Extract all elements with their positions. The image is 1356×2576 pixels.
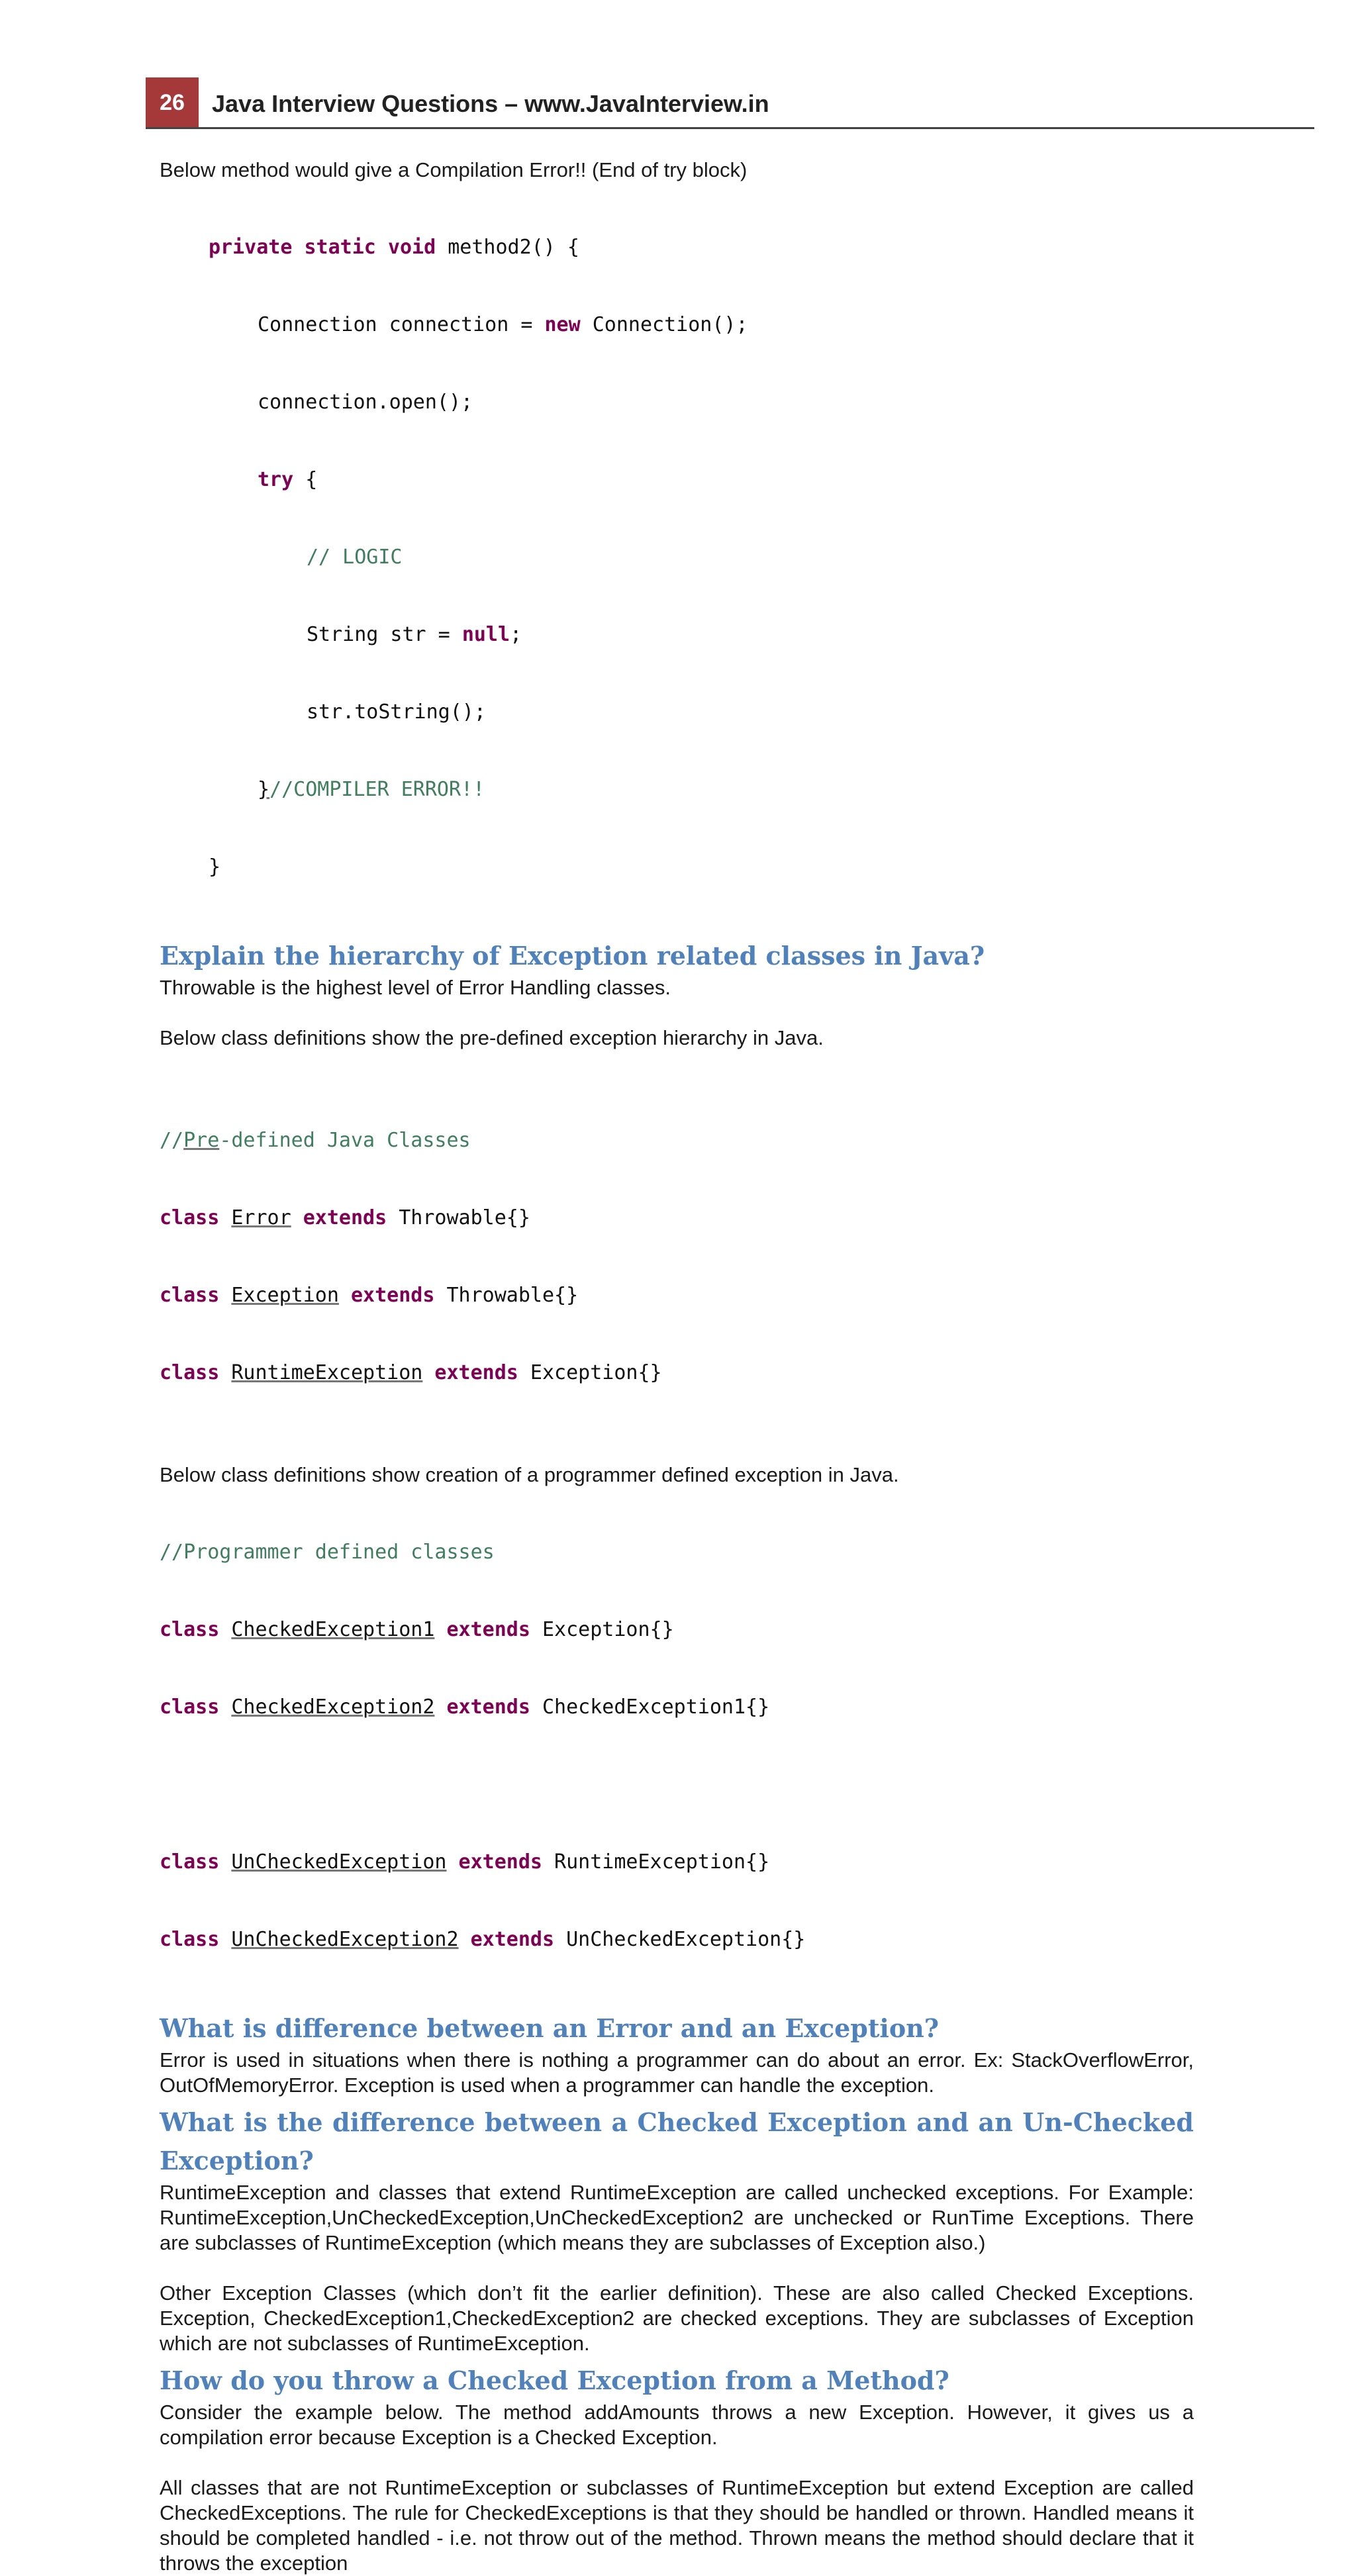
code-line	[160, 1849, 1194, 1875]
paragraph: RuntimeException and classes that extend RuntimeException are called unchecked exceptions. For Example: RuntimeException,UnCheckedException,UnCheckedException2 are unchecked or RunTime Exceptions. There are subclasses of RuntimeException (which means they are subclasses of Exception also.)	[160, 2181, 1194, 2254]
code-keyword: class	[160, 1618, 220, 1641]
code-keyword: extends	[446, 1695, 530, 1719]
code-comment: //COMPILER ERROR!!	[269, 778, 485, 801]
code-text: {	[293, 468, 318, 491]
class-name: Exception	[231, 1284, 339, 1307]
code-keyword: new	[544, 313, 581, 336]
paragraph: Below class definitions show creation of a programmer defined exception in Java.	[160, 1463, 899, 1486]
code-text: Connection();	[580, 313, 748, 336]
code-keyword: class	[160, 1361, 220, 1384]
class-name: RuntimeException	[231, 1361, 423, 1384]
section-heading: Explain the hierarchy of Exception related classes in Java?	[160, 941, 985, 971]
code-line	[160, 777, 1194, 802]
class-name: UnCheckedException2	[231, 1928, 459, 1951]
page-header	[146, 77, 1314, 128]
programmer-classes-code-block	[160, 1488, 1194, 2004]
code-line	[160, 1205, 1194, 1231]
code-keyword: class	[160, 1206, 220, 1229]
code-line	[160, 234, 1194, 260]
code-text: method2() {	[436, 236, 579, 259]
code-keyword: private	[209, 236, 293, 259]
code-text: Connection connection =	[258, 313, 545, 336]
parent-class: UnCheckedException{}	[566, 1928, 806, 1951]
code-line: connection.open();	[258, 391, 473, 414]
code-keyword: extends	[434, 1361, 518, 1384]
parent-class: Exception{}	[530, 1361, 662, 1384]
parent-class: CheckedException1{}	[542, 1695, 770, 1719]
code-line	[160, 622, 1194, 647]
code-line	[160, 1927, 1194, 1952]
class-name: Error	[231, 1206, 291, 1229]
code-keyword: extends	[303, 1206, 387, 1229]
page-content	[160, 158, 1194, 2576]
paragraph: Throwable is the highest level of Error Handling classes.	[160, 976, 671, 999]
code-line	[160, 1617, 1194, 1643]
header-title: Java Interview Questions – www.JavaInterview.in	[212, 90, 769, 117]
code-line: }	[209, 855, 221, 879]
paragraph: Consider the example below. The method addAmounts throws a new Exception. However, it gives us a compilation error because Exception is a Checked Exception.	[160, 2401, 1194, 2449]
code-line	[160, 1694, 1194, 1720]
code-keyword: extends	[458, 1850, 542, 1874]
class-name: UnCheckedException	[231, 1850, 447, 1874]
code-keyword: class	[160, 1928, 220, 1951]
section-heading: What is difference between an Error and an Exception?	[160, 2013, 940, 2043]
section-heading: How do you throw a Checked Exception from a Method?	[160, 2365, 949, 2395]
code-comment-part: //	[160, 1129, 184, 1152]
code-comment: //Programmer defined classes	[160, 1541, 495, 1564]
code-keyword: try	[258, 468, 294, 491]
code-keyword: class	[160, 1284, 220, 1307]
page-number-badge: 26	[146, 77, 199, 128]
code-keyword: class	[160, 1850, 220, 1874]
code-text: }	[258, 778, 270, 801]
code-keyword: void	[387, 236, 436, 259]
class-name: CheckedException2	[231, 1695, 435, 1719]
code-line	[160, 467, 1194, 493]
code-text: String str =	[307, 623, 462, 646]
parent-class: Throwable{}	[446, 1284, 579, 1307]
code-comment: // LOGIC	[307, 546, 403, 569]
parent-class: RuntimeException{}	[554, 1850, 770, 1874]
code-text: ;	[510, 623, 522, 646]
class-name: CheckedException1	[231, 1618, 435, 1641]
code-comment	[160, 1127, 1194, 1153]
section-heading: What is the difference between a Checked Exception and an Un-Checked	[160, 2107, 1194, 2137]
parent-class: Exception{}	[542, 1618, 674, 1641]
code-keyword: null	[461, 623, 510, 646]
section-heading-continued: Exception?	[160, 2146, 314, 2175]
paragraph: All classes that are not RuntimeException or subclasses of RuntimeException but extend Exception are called CheckedExceptions. The rule for CheckedExceptions is that they should be handled or thrown. Handled means it should be completed handled - i.e. not throw out of the method. Thrown means the method should declare that it throws the exception	[160, 2476, 1194, 2575]
paragraph: Below class definitions show the pre-defined exception hierarchy in Java.	[160, 1026, 824, 1049]
code-line	[160, 1360, 1194, 1386]
code-keyword: static	[304, 236, 376, 259]
code-keyword: extends	[351, 1284, 435, 1307]
code-line	[160, 312, 1194, 338]
code-comment-part: -defined Java Classes	[219, 1129, 471, 1152]
parent-class: Throwable{}	[399, 1206, 530, 1229]
code-line: str.toString();	[307, 700, 486, 724]
header-divider	[146, 127, 1314, 129]
code-keyword: extends	[470, 1928, 555, 1951]
paragraph: Error is used in situations when there is nothing a programmer can do about an error. Ex: StackOverflowError, OutOfMemoryError. Exception is used when a programmer can handle the exception.	[160, 2048, 1194, 2097]
intro-text: Below method would give a Compilation Error!! (End of try block)	[160, 158, 748, 181]
code-comment-part: Pre	[183, 1129, 220, 1152]
predefined-classes-code-block	[160, 1076, 1194, 1437]
code-keyword: extends	[446, 1618, 530, 1641]
code-keyword: class	[160, 1695, 220, 1719]
code-line	[160, 1282, 1194, 1308]
method2-code-block	[160, 183, 1194, 931]
paragraph: Other Exception Classes (which don’t fit the earlier definition). These are also called Checked Exceptions. Exception, CheckedException1,CheckedException2 are checked exceptions. They are subclasses of Exception which are not subclasses of RuntimeException.	[160, 2281, 1194, 2355]
